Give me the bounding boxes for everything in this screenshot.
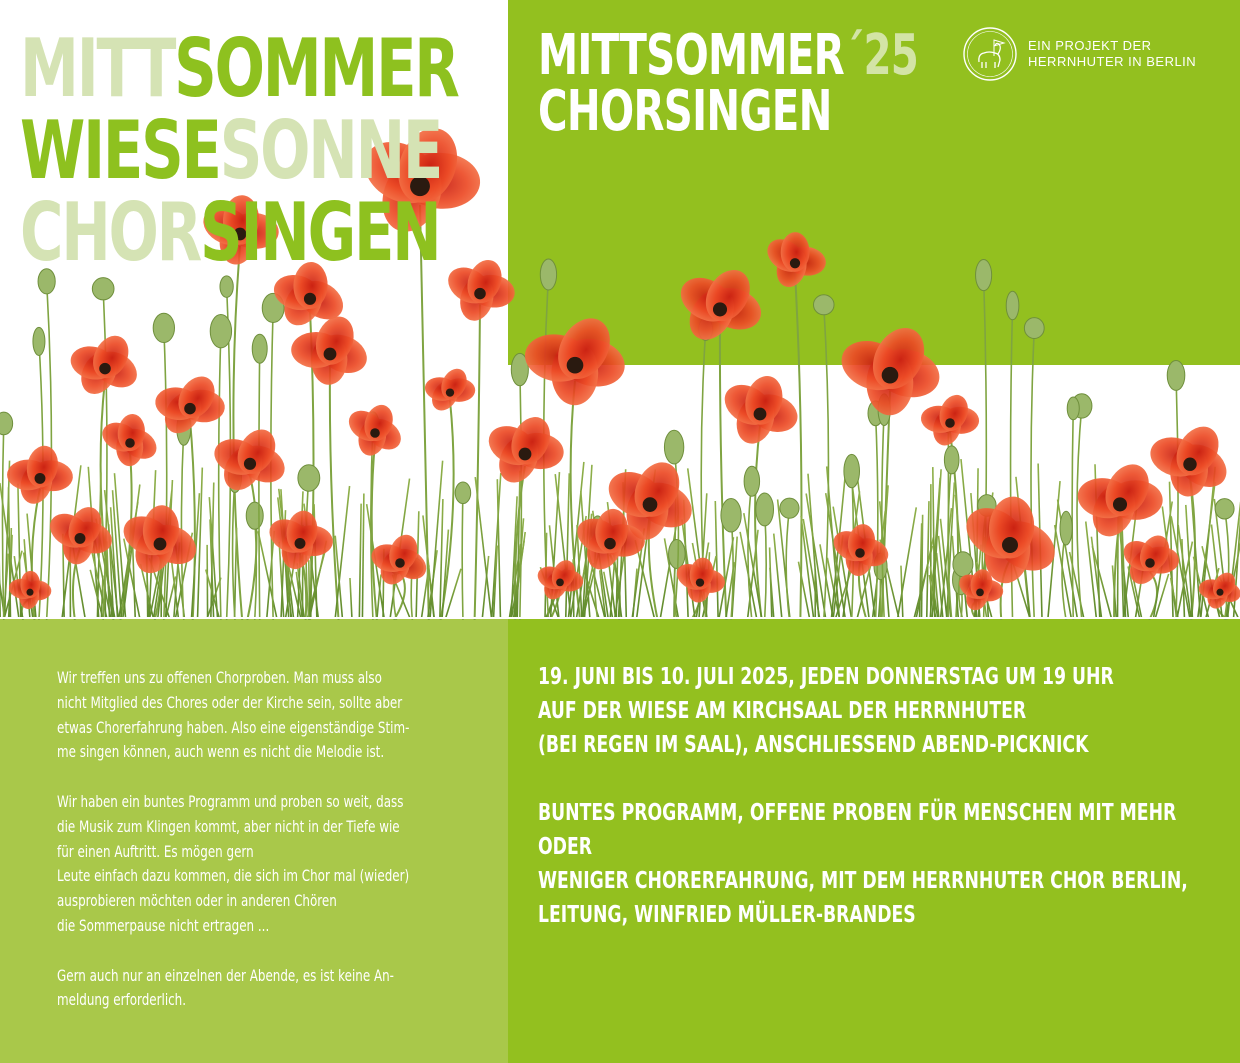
poppy-flower (920, 391, 980, 449)
headline (20, 22, 611, 279)
poppy-flower (957, 495, 1063, 587)
event-details (538, 660, 1213, 966)
poppy-flower (423, 365, 475, 416)
headline-word: CHOR (20, 186, 201, 279)
logo-line-1: EIN PROJEKT DER (1028, 38, 1152, 53)
section-divider (0, 617, 1240, 619)
title-year: ´25 (844, 23, 919, 88)
poppy-flower (7, 571, 52, 611)
headline-word: SONNE (219, 104, 442, 197)
description-paragraph: Gern auch nur an einzelnen der Abende, es ist keine An- meldung erforderlich. (57, 965, 394, 1010)
logo-line-2: HERRNHUTER IN BERLIN (1028, 54, 1197, 69)
poppy-flower (210, 423, 291, 497)
headline-row-3 (20, 186, 458, 279)
headline-row-1 (20, 22, 458, 115)
headline-word: WIESE (20, 104, 220, 197)
description-paragraph: Wir treffen uns zu offenen Chorproben. Man muss also nicht Mitglied des Chores oder der Kirche sein, sollte aber etwas Chorerfahrung haben. Also eine eigenständige Stim- me singen können, auch wenn es nicht die Melodie ist. (57, 668, 410, 762)
poppy-flower (67, 330, 143, 401)
lamb-seal-icon (962, 26, 1018, 82)
poppy-flower (7, 443, 74, 508)
poppy-flower (835, 319, 945, 415)
description-paragraph: Wir haben ein buntes Programm und proben so weit, dass die Musik zum Klingen kommt, aber nicht in der Tiefe wie für einen Auftritt. Es mögen gern Leute einfach dazu kommen, die sich im Chor mal (wieder) ausprobieren möchten oder in anderen Chören die Sommerpause nicht ertragen ... (57, 791, 410, 935)
headline-word: MITT (20, 22, 175, 115)
headline-word: SOMMER (174, 22, 458, 115)
details-program: BUNTES PROGRAMM, OFFENE PROBEN FÜR MENSCHEN MIT MEHR ODER WENIGER CHORERFAHRUNG, MIT DEM HERRNHUTER CHOR BERLIN, LEITUNG, WINFRIED MÜLLER-BRANDES (538, 800, 1188, 928)
headline-row-2 (20, 104, 458, 197)
poppy-flower (482, 411, 565, 489)
description-text (57, 666, 474, 1038)
title-line-2: CHORSINGEN (538, 79, 832, 144)
poppy-flower (343, 401, 406, 459)
poppy-flower (717, 372, 802, 449)
logo-caption (1028, 38, 1196, 70)
poppy-flower (522, 309, 630, 405)
poppy-flower (1075, 457, 1163, 543)
poppy-flower (264, 508, 334, 572)
headline-word: SINGEN (200, 186, 440, 279)
poppy-flower (761, 232, 828, 291)
title-line-1: MITTSOMMER (538, 23, 845, 88)
poppy-flower (1146, 419, 1235, 498)
details-schedule: 19. JUNI BIS 10. JULI 2025, JEDEN DONNERSTAG UM 19 UHR AUF DER WIESE AM KIRCHSAAL DER HERRNHUTER (BEI REGEN IM SAAL), ANSCHLIESSEND ABEND-PICKNICK (538, 664, 1114, 758)
